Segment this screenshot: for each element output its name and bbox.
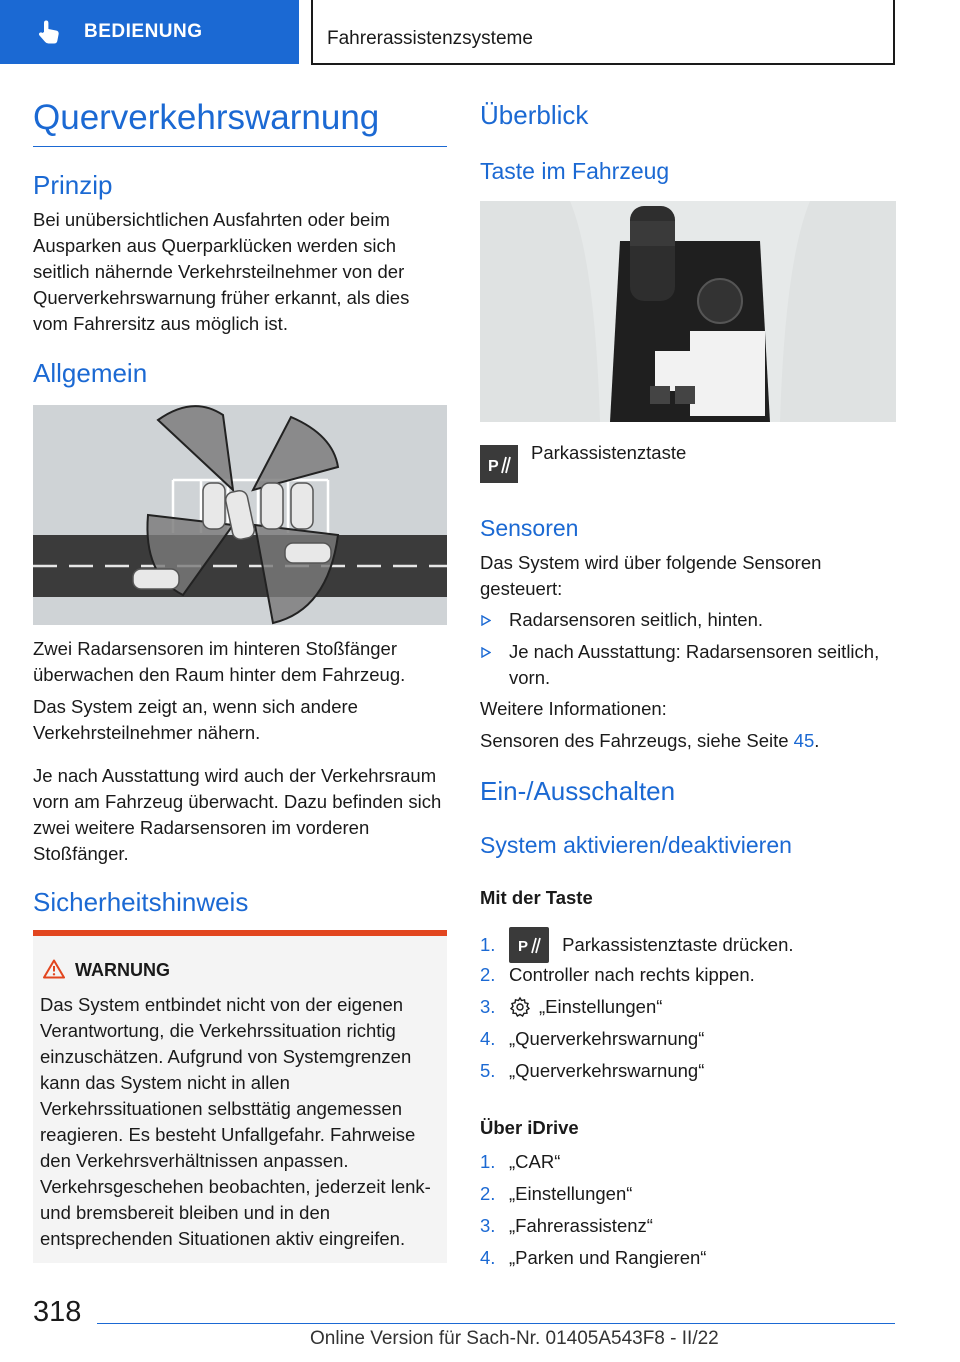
step-number: 2. xyxy=(480,1183,496,1204)
heading-sensoren: Sensoren xyxy=(480,515,579,541)
step-text: „Einstellungen“ xyxy=(539,996,663,1017)
heading-allgemein: Allgemein xyxy=(33,358,148,388)
warning-box xyxy=(33,936,447,1263)
step-text: „CAR“ xyxy=(509,1151,561,1172)
sensor-item-1: Radarsensoren seitlich, hinten. xyxy=(509,609,764,630)
allgemein-p2: Das System zeigt an, wenn sich andere Verkehrsteilnehmer nähern. xyxy=(33,696,358,743)
heading-sicherheitshinweis: Sicherheitshinweis xyxy=(33,887,249,917)
footer-rule xyxy=(97,1323,895,1324)
footer-online-version: Online Version für Sach-Nr. 01405A543F8 - II/22 xyxy=(310,1328,719,1349)
step-text: Controller nach rechts kippen. xyxy=(509,964,755,985)
park-assist-caption: Parkassistenztaste xyxy=(531,442,687,463)
park-assist-icon xyxy=(480,445,518,483)
svg-text:P: P xyxy=(488,458,499,475)
heading-ueberblick: Überblick xyxy=(480,100,589,130)
heading-prinzip: Prinzip xyxy=(33,170,113,200)
step-number: 2. xyxy=(480,964,496,985)
warning-text: Das System entbindet nicht von der eigenen Verantwortung, die Verkehrssituation richtig einzuschätzen. Aufgrund von Systemgrenzen kann das System nicht in allen Verkehrssituationen selbsttätig angemessen reagieren. Es besteht Unfallgefahr. Fahrweise den Verkehrsverhältnissen anpassen. Verkehrsgeschehen beobachten, jederzeit lenk- und bremsbereit bleiben und in den entsprechenden Situationen aktiv eingreifen. xyxy=(40,994,431,1249)
park-assist-button-icon xyxy=(509,927,549,963)
allgemein-p1: Zwei Radarsensoren im hinteren Stoßfänger überwachen den Raum hinter dem Fahrzeug. xyxy=(33,638,406,685)
page-title: Querverkehrswarnung xyxy=(33,98,380,137)
step-number: 4. xyxy=(480,1028,496,1049)
weitere-informationen: Weitere Informationen: xyxy=(480,698,667,719)
sensor-reference xyxy=(480,728,819,754)
step-number: 1. xyxy=(480,1151,496,1172)
page-link-45[interactable]: 45 xyxy=(793,730,815,751)
heading-taste-im-fahrzeug: Taste im Fahrzeug xyxy=(480,158,670,184)
center-console-drawing xyxy=(480,201,896,422)
list-item xyxy=(480,1149,896,1181)
gear-icon xyxy=(509,996,531,1018)
warning-title: WARNUNG xyxy=(75,960,170,980)
sensoren-intro: Das System wird über folgende Sensoren gesteuert: xyxy=(480,552,822,599)
step-number: 3. xyxy=(480,996,496,1017)
step-text: „Querverkehrswarnung“ xyxy=(509,1060,705,1081)
warning-triangle-icon xyxy=(43,959,65,979)
triangle-bullet-icon xyxy=(481,615,491,626)
hand-pointer-icon xyxy=(36,18,64,46)
list-item xyxy=(480,1245,896,1277)
list-item xyxy=(480,1181,896,1213)
sensor-reference-text: Sensoren des Fahrzeugs, siehe Seite xyxy=(480,730,794,751)
list-item xyxy=(480,639,896,691)
sensor-list xyxy=(480,607,896,691)
page-number: 318 xyxy=(33,1296,82,1328)
center-console-image xyxy=(480,201,896,422)
list-item xyxy=(480,962,896,994)
allgemein-p3: Je nach Ausstattung wird auch der Verkehrsraum vorn am Fahrzeug überwacht. Dazu befinden sich zwei weitere Radarsensoren im vorderen Stoßfänger. xyxy=(33,765,442,864)
triangle-bullet-icon xyxy=(481,647,491,658)
park-assist-icon xyxy=(509,927,549,963)
heading-mit-der-taste: Mit der Taste xyxy=(480,887,593,908)
section-label: BEDIENUNG xyxy=(84,21,203,42)
step-number: 1. xyxy=(480,934,496,955)
step-number: 5. xyxy=(480,1060,496,1081)
list-item xyxy=(480,1026,896,1058)
step-number: 4. xyxy=(480,1247,496,1268)
list-item xyxy=(480,1213,896,1245)
sensor-reference-end: . xyxy=(814,730,820,751)
cross-traffic-diagram xyxy=(33,405,447,625)
section-tab[interactable] xyxy=(0,0,299,64)
chapter-header xyxy=(311,0,895,65)
list-item xyxy=(480,607,896,633)
prinzip-text: Bei unübersichtlichen Ausfahrten oder beim Ausparken aus Querparklücken werden sich seitlich nähernde Verkehrsteilnehmer von der Querverkehrswarnung früher erkannt, als dies vom Fahrersitz aus möglich ist. xyxy=(33,209,410,334)
park-assist-button-image xyxy=(480,445,518,483)
step-text: „Einstellungen“ xyxy=(509,1183,633,1204)
heading-ueber-idrive: Über iDrive xyxy=(480,1117,579,1138)
step-number: 3. xyxy=(480,1215,496,1236)
cross-traffic-illustration xyxy=(33,405,447,625)
idrive-steps-list xyxy=(480,1149,896,1277)
svg-text:P: P xyxy=(518,938,529,956)
taste-steps-list xyxy=(480,922,896,1090)
list-item xyxy=(480,922,896,966)
list-item xyxy=(480,994,896,1026)
step-text: „Querverkehrswarnung“ xyxy=(509,1028,705,1049)
list-item xyxy=(480,1058,896,1090)
sensor-item-2: Je nach Ausstattung: Radarsensoren seitlich, vorn. xyxy=(509,641,880,688)
heading-ein-ausschalten: Ein-/Ausschalten xyxy=(480,776,676,806)
step-text: „Parken und Rangieren“ xyxy=(509,1247,707,1268)
chapter-title: Fahrerassistenzsysteme xyxy=(327,28,533,49)
step-text: „Fahrerassistenz“ xyxy=(509,1215,653,1236)
heading-system-aktivieren: System aktivieren/deaktivieren xyxy=(480,832,792,858)
title-rule xyxy=(33,146,447,147)
step-text: Parkassistenztaste drücken. xyxy=(562,934,794,956)
